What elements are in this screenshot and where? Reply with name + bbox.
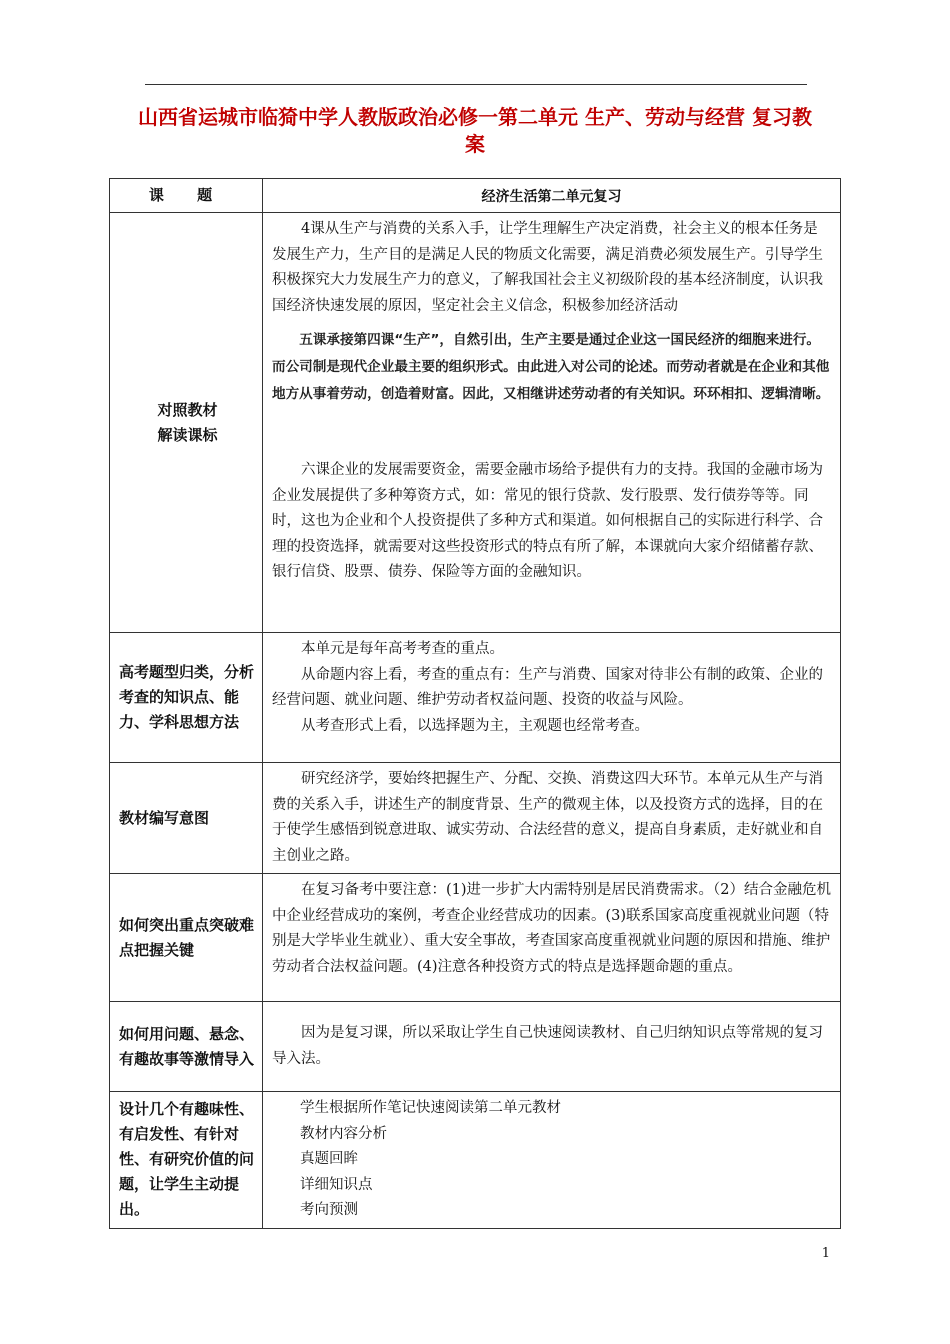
paragraph: 研究经济学，要始终把握生产、分配、交换、消费这四大环节。本单元从生产与消费的关系入手，讲述生产的制度背景、生产的微观主体，以及投资方式的选择，目的在于使学生感悟到锐意进取、诚实劳动、合法经营的意义，提高自身素质，走好就业和自主创业之路。 — [272, 771, 823, 864]
row-label: 设计几个有趣味性、有启发性、有针对性、有研究价值的问题，让学生主动提出。 — [110, 1092, 263, 1229]
table-row — [110, 1092, 841, 1229]
table-row — [110, 213, 841, 633]
lesson-plan-table — [109, 178, 841, 1229]
row-content — [263, 633, 841, 763]
row-label: 高考题型归类，分析考查的知识点、能力、学科思想方法 — [110, 633, 263, 763]
list-item: 考向预测 — [300, 1202, 358, 1218]
list-item: 详细知识点 — [300, 1176, 373, 1193]
paragraph: 五课承接第四课“生产”，自然引出，生产主要是通过企业这一国民经济的细胞来进行。而公司制是现代企业最主要的组织形式。由此进入对公司的论述。而劳动者就是在企业和其他地方从事着劳动，创造着财富。因此，又相继讲述劳动者的有关知识。环环相扣、逻辑清晰。 — [272, 332, 830, 402]
row-content — [263, 1092, 841, 1229]
row-content — [263, 874, 841, 1002]
list-item: 教材内容分析 — [300, 1125, 387, 1142]
paragraph: 本单元是每年高考考查的重点。 — [301, 641, 504, 657]
paragraph: 六课企业的发展需要资金，需要金融市场给予提供有力的支持。我国的金融市场为企业发展提供了多种筹资方式，如：常见的银行贷款、发行股票、发行债券等等。同时，这也为企业和个人投资提供了多种方式和渠道。如何根据自己的实际进行科学、合理的投资选择，就需要对这些投资形式的特点有所了解，本课就向大家介绍储蓄存款、银行信贷、股票、债券、保险等方面的金融知识。 — [272, 462, 823, 580]
paragraph: 在复习备考中要注意：(1)进一步扩大内需特别是居民消费需求。（2）结合金融危机中企业经营成功的案例，考查企业经营成功的因素。(3)联系国家高度重视就业问题（特别是大学毕业生就业）、重大安全事故，考查国家高度重视就业问题的原因和措施、维护劳动者合法权益问题。(4)注意各种投资方式的特点是选择题命题的重点。 — [272, 882, 832, 975]
row-label-text: 对照教材 解读课标 — [157, 400, 218, 444]
header-row — [110, 179, 841, 213]
row-content — [263, 763, 841, 874]
table-row — [110, 1002, 841, 1092]
row-label: 教材编写意图 — [110, 763, 263, 874]
page-number: 1 — [821, 1246, 830, 1261]
list-item: 真题回眸 — [300, 1151, 358, 1167]
header-label: 课 题 — [110, 179, 263, 213]
row-label — [110, 213, 263, 633]
row-content — [263, 1002, 841, 1092]
paragraph: 从考查形式上看，以选择题为主，主观题也经常考查。 — [301, 717, 649, 734]
top-rule — [145, 84, 807, 85]
paragraph: 从命题内容上看，考查的重点有：生产与消费、国家对待非公有制的政策、企业的经营问题、就业问题、维护劳动者权益问题、投资的收益与风险。 — [272, 666, 823, 708]
list-item: 学生根据所作笔记快速阅读第二单元教材 — [300, 1100, 561, 1116]
document-title: 山西省运城市临猗中学人教版政治必修一第二单元 生产、劳动与经营 复习教案 — [138, 105, 812, 156]
table-row — [110, 763, 841, 874]
paragraph: 4课从生产与消费的关系入手，让学生理解生产决定消费，社会主义的根本任务是发展生产力，生产目的是满足人民的物质文化需要，满足消费必须发展生产。引导学生积极探究大力发展生产力的意义，了解我国社会主义初级阶段的基本经济制度，认识我国经济快速发展的原因，坚定社会主义信念，积极参加经济活动 — [272, 221, 823, 314]
table-row — [110, 874, 841, 1002]
row-content — [263, 213, 841, 633]
table-row — [110, 633, 841, 763]
paragraph: 因为是复习课，所以采取让学生自己快速阅读教材、自己归纳知识点等常规的复习导入法。 — [272, 1025, 823, 1067]
row-label: 如何用问题、悬念、有趣故事等激情导入 — [110, 1002, 263, 1092]
row-label: 如何突出重点突破难点把握关键 — [110, 874, 263, 1002]
header-value: 经济生活第二单元复习 — [263, 179, 841, 213]
